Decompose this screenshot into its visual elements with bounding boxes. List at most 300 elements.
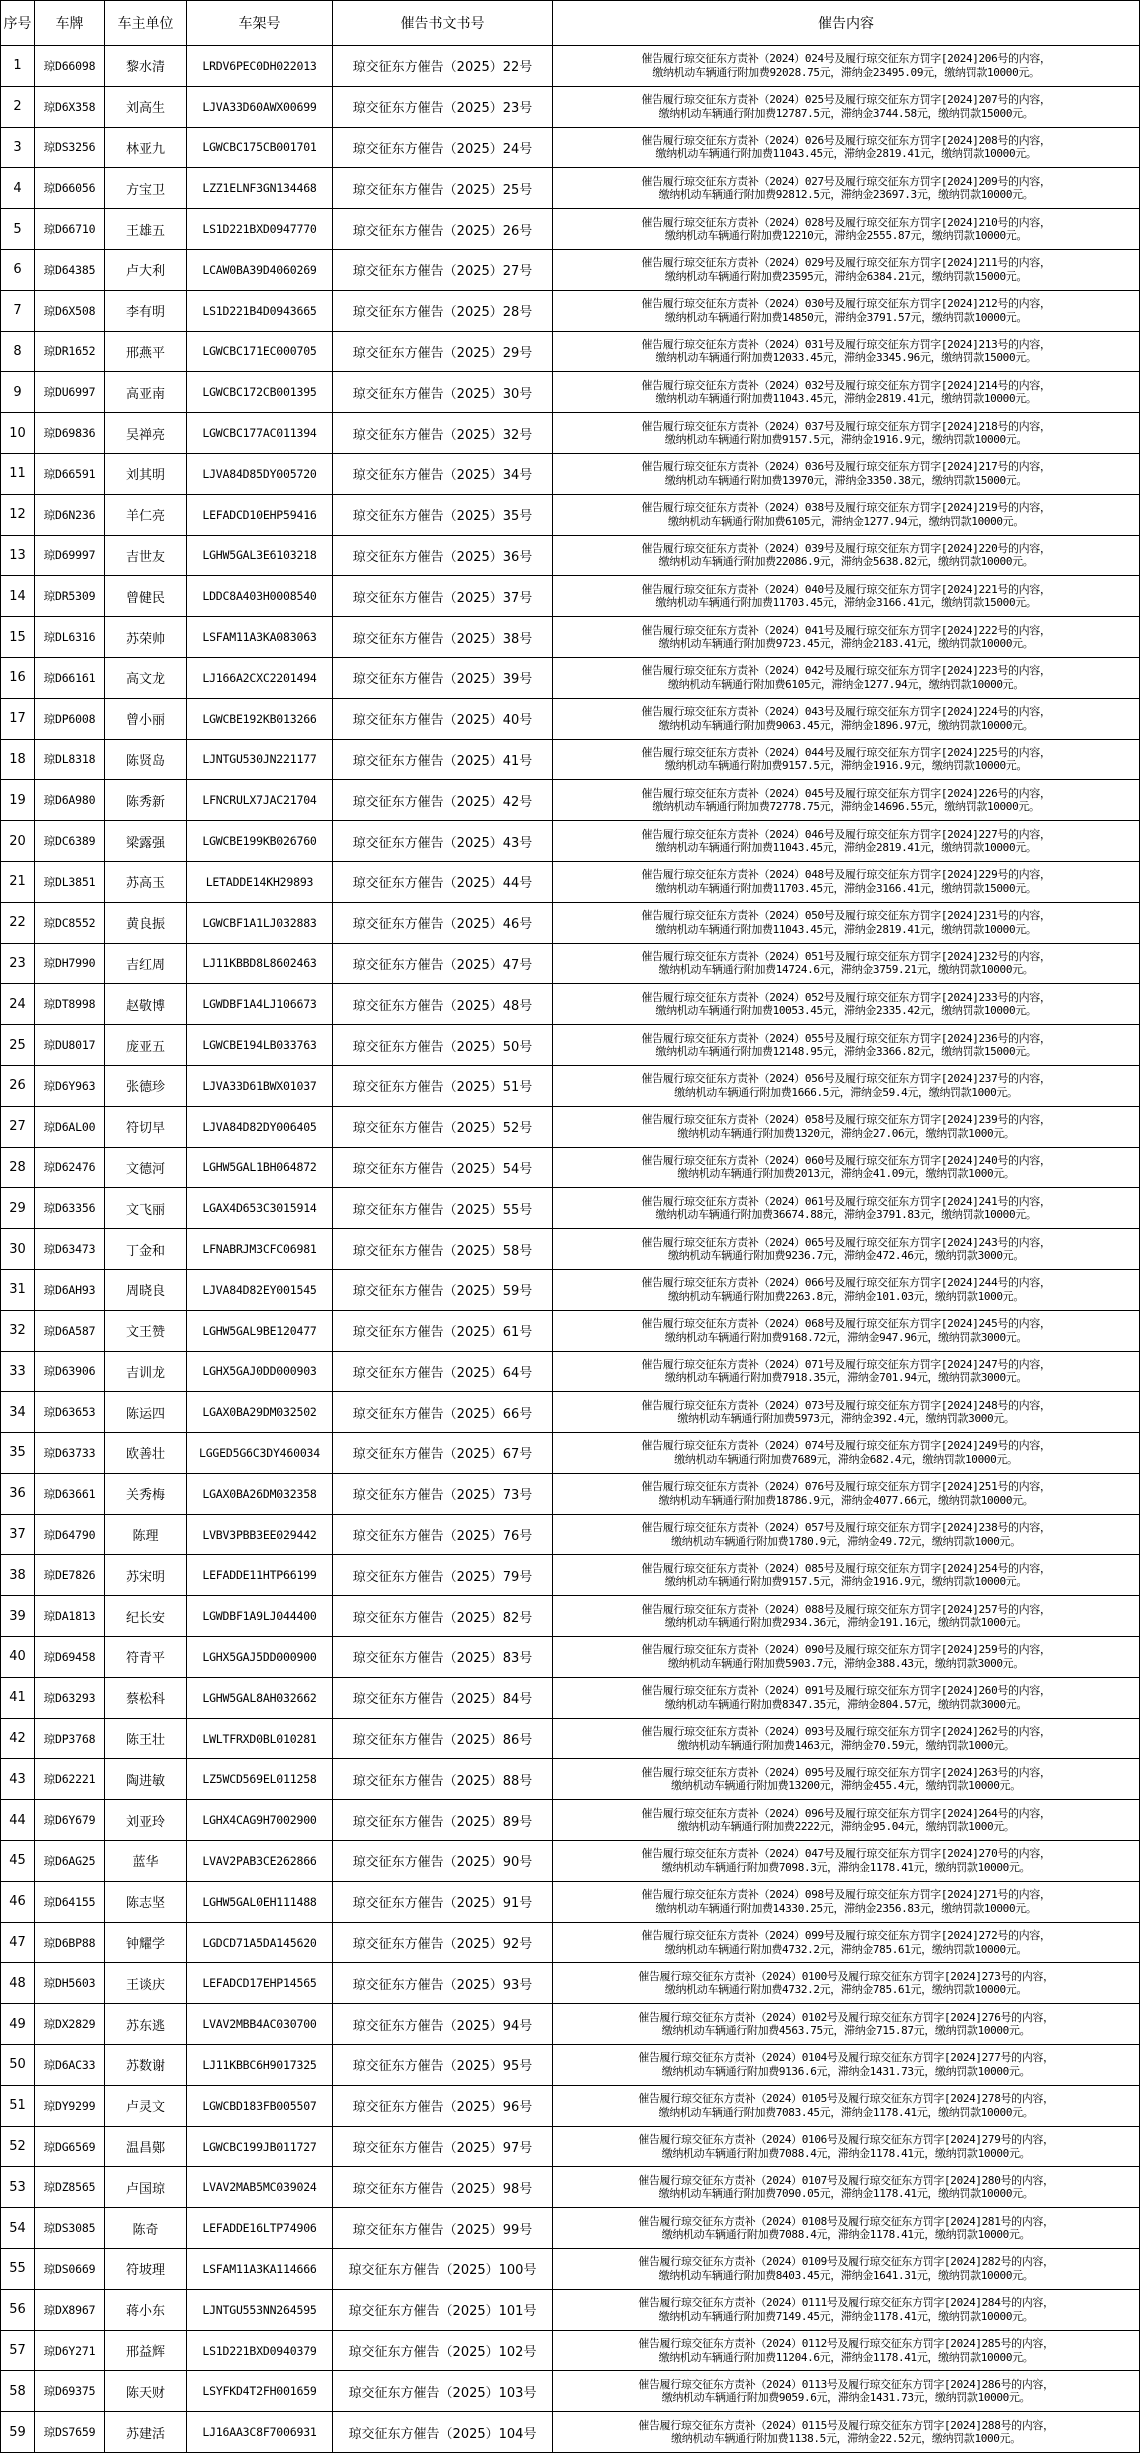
- content-line-2: 缴纳机动车辆通行附加费13200元，滞纳金455.4元，缴纳罚款10000元。: [671, 1779, 1021, 1793]
- vin-cell: LEFADDE11HTP66199: [187, 1555, 333, 1596]
- serial-cell: 15: [1, 617, 35, 658]
- serial-cell: 7: [1, 290, 35, 331]
- content-line-2: 缴纳机动车辆通行附加费14724.6元，滞纳金3759.21元，缴纳罚款10000元。: [658, 963, 1034, 977]
- table-row: [1, 1596, 1140, 1637]
- vin-cell: LGWDBF1A9LJ044400: [187, 1596, 333, 1637]
- doc-number-cell: 琼交征东方催告（2025）43号: [333, 821, 553, 862]
- content-line-1: 催告履行琼交征东方责补（2024）0102号及履行琼交征东方罚字[2024]276号的内容，: [638, 2010, 1054, 2024]
- serial-cell: 56: [1, 2289, 35, 2330]
- content-line-2: 缴纳机动车辆通行附加费4732.2元，滞纳金785.61元，缴纳罚款10000元。: [664, 1942, 1028, 1956]
- content-line-1: 催告履行琼交征东方责补（2024）091号及履行琼交征东方罚字[2024]260号的内容，: [641, 1684, 1051, 1698]
- content-cell: [553, 2249, 1140, 2290]
- content-line-2: 缴纳机动车辆通行附加费9168.72元，滞纳金947.96元，缴纳罚款3000元。: [664, 1330, 1028, 1344]
- content-line-1: 催告履行琼交征东方责补（2024）093号及履行琼交征东方罚字[2024]262号的内容，: [641, 1725, 1051, 1739]
- serial-cell: 39: [1, 1596, 35, 1637]
- doc-number-cell: 琼交征东方催告（2025）25号: [333, 168, 553, 209]
- table-row: [1, 2249, 1140, 2290]
- content-line-2: 缴纳机动车辆通行附加费7918.35元，滞纳金701.94元，缴纳罚款3000元。: [664, 1371, 1028, 1385]
- content-cell: [553, 821, 1140, 862]
- owner-cell: 温昌鄚: [105, 2126, 187, 2167]
- plate-cell: 琼DY9299: [35, 2085, 105, 2126]
- vin-cell: LSFAM11A3KA083063: [187, 617, 333, 658]
- doc-number-cell: 琼交征东方催告（2025）34号: [333, 453, 553, 494]
- owner-cell: 陶进敏: [105, 1759, 187, 1800]
- plate-cell: 琼DH5603: [35, 1963, 105, 2004]
- table-row: [1, 2004, 1140, 2045]
- owner-cell: 符切早: [105, 1106, 187, 1147]
- owner-cell: 曾健民: [105, 576, 187, 617]
- owner-cell: 陈秀新: [105, 780, 187, 821]
- content-line-1: 催告履行琼交征东方责补（2024）044号及履行琼交征东方罚字[2024]225号的内容，: [641, 745, 1051, 759]
- serial-cell: 16: [1, 657, 35, 698]
- doc-number-cell: 琼交征东方催告（2025）27号: [333, 249, 553, 290]
- plate-cell: 琼D63661: [35, 1473, 105, 1514]
- serial-cell: 40: [1, 1637, 35, 1678]
- content-cell: [553, 617, 1140, 658]
- content-line-2: 缴纳机动车辆通行附加费9063.45元，滞纳金1896.97元，缴纳罚款10000元。: [658, 718, 1034, 732]
- doc-number-cell: 琼交征东方催告（2025）35号: [333, 494, 553, 535]
- doc-number-cell: 琼交征东方催告（2025）42号: [333, 780, 553, 821]
- serial-cell: 1: [1, 46, 35, 87]
- content-line-2: 缴纳机动车辆通行附加费14330.25元，滞纳金2356.83元，缴纳罚款10000元。: [655, 1901, 1037, 1915]
- plate-cell: 琼D69997: [35, 535, 105, 576]
- doc-number-cell: 琼交征东方催告（2025）26号: [333, 209, 553, 250]
- plate-cell: 琼DR1652: [35, 331, 105, 372]
- serial-cell: 54: [1, 2208, 35, 2249]
- doc-number-cell: 琼交征东方催告（2025）93号: [333, 1963, 553, 2004]
- doc-number-cell: 琼交征东方催告（2025）48号: [333, 984, 553, 1025]
- vin-cell: LGAX0BA26DM032358: [187, 1473, 333, 1514]
- content-cell: [553, 127, 1140, 168]
- owner-cell: 苏数谢: [105, 2045, 187, 2086]
- vin-cell: LCAW0BA39D4060269: [187, 249, 333, 290]
- serial-cell: 46: [1, 1881, 35, 1922]
- owner-cell: 林亚九: [105, 127, 187, 168]
- content-cell: [553, 1392, 1140, 1433]
- content-cell: [553, 2330, 1140, 2371]
- content-line-1: 催告履行琼交征东方责补（2024）071号及履行琼交征东方罚字[2024]247号的内容，: [641, 1357, 1051, 1371]
- doc-number-cell: 琼交征东方催告（2025）51号: [333, 1065, 553, 1106]
- vin-cell: LFNCRULX7JAC21704: [187, 780, 333, 821]
- serial-cell: 58: [1, 2371, 35, 2412]
- table-row: [1, 2371, 1140, 2412]
- content-cell: [553, 902, 1140, 943]
- owner-cell: 王谈庆: [105, 1963, 187, 2004]
- owner-cell: 庞亚五: [105, 1025, 187, 1066]
- serial-cell: 49: [1, 2004, 35, 2045]
- doc-number-cell: 琼交征东方催告（2025）59号: [333, 1269, 553, 1310]
- plate-cell: 琼DU8017: [35, 1025, 105, 1066]
- content-line-2: 缴纳机动车辆通行附加费36674.88元，滞纳金3791.83元，缴纳罚款10000元。: [655, 1208, 1037, 1222]
- serial-cell: 43: [1, 1759, 35, 1800]
- content-line-1: 催告履行琼交征东方责补（2024）029号及履行琼交征东方罚字[2024]211号的内容，: [641, 256, 1051, 270]
- owner-cell: 文王赞: [105, 1310, 187, 1351]
- serial-cell: 53: [1, 2167, 35, 2208]
- vin-cell: LZ5WCD569EL011258: [187, 1759, 333, 1800]
- table-row: [1, 2208, 1140, 2249]
- owner-cell: 赵敬博: [105, 984, 187, 1025]
- doc-number-cell: 琼交征东方催告（2025）41号: [333, 739, 553, 780]
- table-row: [1, 1188, 1140, 1229]
- plate-cell: 琼D66056: [35, 168, 105, 209]
- header-serial: 序号: [1, 1, 35, 46]
- table-row: [1, 780, 1140, 821]
- table-row: [1, 902, 1140, 943]
- content-line-1: 催告履行琼交征东方责补（2024）0112号及履行琼交征东方罚字[2024]285号的内容，: [638, 2337, 1054, 2351]
- content-cell: [553, 698, 1140, 739]
- content-line-1: 催告履行琼交征东方责补（2024）074号及履行琼交征东方罚字[2024]249号的内容，: [641, 1439, 1051, 1453]
- vin-cell: LGWCBD183FB005507: [187, 2085, 333, 2126]
- doc-number-cell: 琼交征东方催告（2025）91号: [333, 1881, 553, 1922]
- table-row: [1, 2167, 1140, 2208]
- content-cell: [553, 861, 1140, 902]
- serial-cell: 28: [1, 1147, 35, 1188]
- vin-cell: LGHW5GAL9BE120477: [187, 1310, 333, 1351]
- plate-cell: 琼DT8998: [35, 984, 105, 1025]
- plate-cell: 琼D63653: [35, 1392, 105, 1433]
- doc-number-cell: 琼交征东方催告（2025）67号: [333, 1433, 553, 1474]
- content-line-1: 催告履行琼交征东方责补（2024）028号及履行琼交征东方罚字[2024]210号的内容，: [641, 215, 1051, 229]
- doc-number-cell: 琼交征东方催告（2025）55号: [333, 1188, 553, 1229]
- vin-cell: LGGED5G6C3DY460034: [187, 1433, 333, 1474]
- vin-cell: LGHX5GAJ5DD000900: [187, 1637, 333, 1678]
- serial-cell: 59: [1, 2412, 35, 2453]
- content-line-1: 催告履行琼交征东方责补（2024）0109号及履行琼交征东方罚字[2024]282号的内容，: [638, 2255, 1054, 2269]
- content-line-1: 催告履行琼交征东方责补（2024）0106号及履行琼交征东方罚字[2024]279号的内容，: [638, 2133, 1054, 2147]
- content-line-1: 催告履行琼交征东方责补（2024）052号及履行琼交征东方罚字[2024]233号的内容，: [641, 990, 1051, 1004]
- content-line-1: 催告履行琼交征东方责补（2024）039号及履行琼交征东方罚字[2024]220号的内容，: [641, 541, 1051, 555]
- content-cell: [553, 1473, 1140, 1514]
- doc-number-cell: 琼交征东方催告（2025）99号: [333, 2208, 553, 2249]
- owner-cell: 陈志坚: [105, 1881, 187, 1922]
- content-cell: [553, 2126, 1140, 2167]
- doc-number-cell: 琼交征东方催告（2025）84号: [333, 1677, 553, 1718]
- content-cell: [553, 1841, 1140, 1882]
- owner-cell: 丁金和: [105, 1229, 187, 1270]
- table-row: [1, 1433, 1140, 1474]
- content-line-2: 缴纳机动车辆通行附加费1463元，滞纳金70.59元，缴纳罚款1000元。: [677, 1738, 1015, 1752]
- content-line-2: 缴纳机动车辆通行附加费9157.5元，滞纳金1916.9元，缴纳罚款10000元。: [664, 1575, 1028, 1589]
- owner-cell: 欧善壮: [105, 1433, 187, 1474]
- plate-cell: 琼D6A587: [35, 1310, 105, 1351]
- content-line-2: 缴纳机动车辆通行附加费1320元，滞纳金27.06元，缴纳罚款1000元。: [677, 1126, 1015, 1140]
- vin-cell: LVAV2MBB4AC030700: [187, 2004, 333, 2045]
- plate-cell: 琼D6AH93: [35, 1269, 105, 1310]
- owner-cell: 苏高玉: [105, 861, 187, 902]
- content-line-2: 缴纳机动车辆通行附加费14850元，滞纳金3791.57元，缴纳罚款10000元。: [664, 310, 1028, 324]
- owner-cell: 刘高生: [105, 86, 187, 127]
- doc-number-cell: 琼交征东方催告（2025）24号: [333, 127, 553, 168]
- serial-cell: 47: [1, 1922, 35, 1963]
- content-cell: [553, 1433, 1140, 1474]
- table-row: [1, 2126, 1140, 2167]
- vin-cell: LWLTFRXD0BL010281: [187, 1718, 333, 1759]
- doc-number-cell: 琼交征东方催告（2025）36号: [333, 535, 553, 576]
- owner-cell: 卢大利: [105, 249, 187, 290]
- plate-cell: 琼DL6316: [35, 617, 105, 658]
- vin-cell: LSFAM11A3KA114666: [187, 2249, 333, 2290]
- serial-cell: 13: [1, 535, 35, 576]
- content-cell: [553, 1881, 1140, 1922]
- content-line-1: 催告履行琼交征东方责补（2024）065号及履行琼交征东方罚字[2024]243号的内容，: [641, 1235, 1051, 1249]
- table-body: [1, 46, 1140, 2453]
- content-line-1: 催告履行琼交征东方责补（2024）041号及履行琼交征东方罚字[2024]222号的内容，: [641, 623, 1051, 637]
- content-cell: [553, 494, 1140, 535]
- content-line-1: 催告履行琼交征东方责补（2024）057号及履行琼交征东方罚字[2024]238号的内容，: [641, 1521, 1051, 1535]
- content-line-1: 催告履行琼交征东方责补（2024）038号及履行琼交征东方罚字[2024]219号的内容，: [641, 501, 1051, 515]
- doc-number-cell: 琼交征东方催告（2025）23号: [333, 86, 553, 127]
- serial-cell: 12: [1, 494, 35, 535]
- vin-cell: LFNABRJM3CFC06981: [187, 1229, 333, 1270]
- plate-cell: 琼D64155: [35, 1881, 105, 1922]
- table-row: [1, 1473, 1140, 1514]
- serial-cell: 31: [1, 1269, 35, 1310]
- serial-cell: 9: [1, 372, 35, 413]
- vin-cell: LETADDE14KH29893: [187, 861, 333, 902]
- owner-cell: 苏建活: [105, 2412, 187, 2453]
- content-cell: [553, 2208, 1140, 2249]
- vin-cell: LZZ1ELNF3GN134468: [187, 168, 333, 209]
- content-line-1: 催告履行琼交征东方责补（2024）0111号及履行琼交征东方罚字[2024]284号的内容，: [638, 2296, 1054, 2310]
- vin-cell: LJ11KBBC6H9017325: [187, 2045, 333, 2086]
- doc-number-cell: 琼交征东方催告（2025）95号: [333, 2045, 553, 2086]
- plate-cell: 琼DL3851: [35, 861, 105, 902]
- plate-cell: 琼D6AG25: [35, 1841, 105, 1882]
- content-line-1: 催告履行琼交征东方责补（2024）024号及履行琼交征东方罚字[2024]206号的内容，: [641, 52, 1051, 66]
- table-row: [1, 86, 1140, 127]
- doc-number-cell: 琼交征东方催告（2025）103号: [333, 2371, 553, 2412]
- plate-cell: 琼D66591: [35, 453, 105, 494]
- table-row: [1, 1677, 1140, 1718]
- table-row: [1, 1310, 1140, 1351]
- content-cell: [553, 168, 1140, 209]
- table-row: [1, 861, 1140, 902]
- plate-cell: 琼D63733: [35, 1433, 105, 1474]
- vin-cell: LEFADDE16LTP74906: [187, 2208, 333, 2249]
- vin-cell: LGHW5GAL0EH111488: [187, 1881, 333, 1922]
- content-line-2: 缴纳机动车辆通行附加费1666.5元，滞纳金59.4元，缴纳罚款1000元。: [674, 1085, 1018, 1099]
- owner-cell: 卢国琼: [105, 2167, 187, 2208]
- content-cell: [553, 1596, 1140, 1637]
- plate-cell: 琼D6Y963: [35, 1065, 105, 1106]
- content-line-2: 缴纳机动车辆通行附加费4732.2元，滞纳金785.61元，缴纳罚款10000元。: [664, 1983, 1028, 1997]
- table-row: [1, 331, 1140, 372]
- content-line-2: 缴纳机动车辆通行附加费7088.4元，滞纳金1178.41元，缴纳罚款10000元。: [661, 2228, 1031, 2242]
- plate-cell: 琼DS7659: [35, 2412, 105, 2453]
- content-line-1: 催告履行琼交征东方责补（2024）0104号及履行琼交征东方罚字[2024]277号的内容，: [638, 2051, 1054, 2065]
- plate-cell: 琼DH7990: [35, 943, 105, 984]
- table-row: [1, 1718, 1140, 1759]
- doc-number-cell: 琼交征东方催告（2025）79号: [333, 1555, 553, 1596]
- serial-cell: 8: [1, 331, 35, 372]
- content-cell: [553, 1555, 1140, 1596]
- content-line-2: 缴纳机动车辆通行附加费5973元，滞纳金392.4元，缴纳罚款3000元。: [677, 1412, 1015, 1426]
- content-line-1: 催告履行琼交征东方责补（2024）025号及履行琼交征东方罚字[2024]207号的内容，: [641, 93, 1051, 107]
- doc-number-cell: 琼交征东方催告（2025）94号: [333, 2004, 553, 2045]
- content-line-1: 催告履行琼交征东方责补（2024）0105号及履行琼交征东方罚字[2024]278号的内容，: [638, 2092, 1054, 2106]
- serial-cell: 34: [1, 1392, 35, 1433]
- content-cell: [553, 2004, 1140, 2045]
- content-cell: [553, 46, 1140, 87]
- serial-cell: 33: [1, 1351, 35, 1392]
- serial-cell: 23: [1, 943, 35, 984]
- serial-cell: 44: [1, 1800, 35, 1841]
- content-line-2: 缴纳机动车辆通行附加费5903.7元，滞纳金388.43元，缴纳罚款3000元。: [668, 1656, 1024, 1670]
- serial-cell: 35: [1, 1433, 35, 1474]
- plate-cell: 琼DS0669: [35, 2249, 105, 2290]
- content-line-1: 催告履行琼交征东方责补（2024）040号及履行琼交征东方罚字[2024]221号的内容，: [641, 582, 1051, 596]
- serial-cell: 27: [1, 1106, 35, 1147]
- owner-cell: 黄良振: [105, 902, 187, 943]
- doc-number-cell: 琼交征东方催告（2025）83号: [333, 1637, 553, 1678]
- vin-cell: LGWCBC175CB001701: [187, 127, 333, 168]
- content-line-1: 催告履行琼交征东方责补（2024）061号及履行琼交征东方罚字[2024]241号的内容，: [641, 1194, 1051, 1208]
- content-line-1: 催告履行琼交征东方责补（2024）051号及履行琼交征东方罚字[2024]232号的内容，: [641, 949, 1051, 963]
- content-line-2: 缴纳机动车辆通行附加费11703.45元，滞纳金3166.41元，缴纳罚款15000元。: [655, 881, 1037, 895]
- plate-cell: 琼D63473: [35, 1229, 105, 1270]
- header-content: 催告内容: [553, 1, 1140, 46]
- serial-cell: 20: [1, 821, 35, 862]
- table-row: [1, 168, 1140, 209]
- content-line-1: 催告履行琼交征东方责补（2024）0107号及履行琼交征东方罚字[2024]280号的内容，: [638, 2173, 1054, 2187]
- content-line-2: 缴纳机动车辆通行附加费2263.8元，滞纳金101.03元，缴纳罚款1000元。: [668, 1289, 1024, 1303]
- doc-number-cell: 琼交征东方催告（2025）64号: [333, 1351, 553, 1392]
- doc-number-cell: 琼交征东方催告（2025）86号: [333, 1718, 553, 1759]
- plate-cell: 琼D6AC33: [35, 2045, 105, 2086]
- doc-number-cell: 琼交征东方催告（2025）28号: [333, 290, 553, 331]
- table-row: [1, 1759, 1140, 1800]
- doc-number-cell: 琼交征东方催告（2025）96号: [333, 2085, 553, 2126]
- owner-cell: 吉红周: [105, 943, 187, 984]
- vin-cell: LJVA84D85DY005720: [187, 453, 333, 494]
- doc-number-cell: 琼交征东方催告（2025）66号: [333, 1392, 553, 1433]
- serial-cell: 26: [1, 1065, 35, 1106]
- owner-cell: 符坡理: [105, 2249, 187, 2290]
- content-line-2: 缴纳机动车辆通行附加费22086.9元，滞纳金5638.82元，缴纳罚款10000元。: [658, 555, 1034, 569]
- doc-number-cell: 琼交征东方催告（2025）54号: [333, 1147, 553, 1188]
- content-line-1: 催告履行琼交征东方责补（2024）058号及履行琼交征东方罚字[2024]239号的内容，: [641, 1113, 1051, 1127]
- content-line-2: 缴纳机动车辆通行附加费8403.45元，滞纳金1641.31元，缴纳罚款10000元。: [658, 2268, 1034, 2282]
- plate-cell: 琼D66710: [35, 209, 105, 250]
- table-row: [1, 1025, 1140, 1066]
- vin-cell: LJ16AA3C8F7006931: [187, 2412, 333, 2453]
- serial-cell: 25: [1, 1025, 35, 1066]
- serial-cell: 21: [1, 861, 35, 902]
- content-line-2: 缴纳机动车辆通行附加费1780.9元，滞纳金49.72元，缴纳罚款1000元。: [671, 1534, 1021, 1548]
- plate-cell: 琼DX8967: [35, 2289, 105, 2330]
- owner-cell: 卢灵文: [105, 2085, 187, 2126]
- content-cell: [553, 1106, 1140, 1147]
- content-cell: [553, 2167, 1140, 2208]
- plate-cell: 琼DS3256: [35, 127, 105, 168]
- content-line-2: 缴纳机动车辆通行附加费12033.45元，滞纳金3345.96元，缴纳罚款15000元。: [655, 351, 1037, 365]
- content-cell: [553, 943, 1140, 984]
- plate-cell: 琼D66098: [35, 46, 105, 87]
- vin-cell: LJVA84D82EY001545: [187, 1269, 333, 1310]
- content-line-1: 催告履行琼交征东方责补（2024）098号及履行琼交征东方罚字[2024]271号的内容，: [641, 1888, 1051, 1902]
- table-row: [1, 739, 1140, 780]
- owner-cell: 刘亚玲: [105, 1800, 187, 1841]
- vin-cell: LDDC8A403H0008540: [187, 576, 333, 617]
- content-line-2: 缴纳机动车辆通行附加费7090.05元，滞纳金1178.41元，缴纳罚款10000元。: [658, 2187, 1034, 2201]
- doc-number-cell: 琼交征东方催告（2025）102号: [333, 2330, 553, 2371]
- table-row: [1, 657, 1140, 698]
- serial-cell: 51: [1, 2085, 35, 2126]
- table-row: [1, 1514, 1140, 1555]
- content-line-2: 缴纳机动车辆通行附加费6105元，滞纳金1277.94元，缴纳罚款10000元。: [668, 514, 1024, 528]
- owner-cell: 陈贤岛: [105, 739, 187, 780]
- doc-number-cell: 琼交征东方催告（2025）76号: [333, 1514, 553, 1555]
- content-line-2: 缴纳机动车辆通行附加费11703.45元，滞纳金3166.41元，缴纳罚款15000元。: [655, 596, 1037, 610]
- plate-cell: 琼D69375: [35, 2371, 105, 2412]
- vin-cell: LJ11KBBD8L8602463: [187, 943, 333, 984]
- content-cell: [553, 2371, 1140, 2412]
- owner-cell: 方宝卫: [105, 168, 187, 209]
- doc-number-cell: 琼交征东方催告（2025）90号: [333, 1841, 553, 1882]
- doc-number-cell: 琼交征东方催告（2025）73号: [333, 1473, 553, 1514]
- owner-cell: 蓝华: [105, 1841, 187, 1882]
- content-cell: [553, 535, 1140, 576]
- table-row: [1, 290, 1140, 331]
- table-row: [1, 1922, 1140, 1963]
- owner-cell: 苏宋明: [105, 1555, 187, 1596]
- owner-cell: 吴禅亮: [105, 413, 187, 454]
- content-cell: [553, 1025, 1140, 1066]
- header-plate: 车牌: [35, 1, 105, 46]
- owner-cell: 纪长安: [105, 1596, 187, 1637]
- content-line-1: 催告履行琼交征东方责补（2024）030号及履行琼交征东方罚字[2024]212号的内容，: [641, 297, 1051, 311]
- plate-cell: 琼D66161: [35, 657, 105, 698]
- plate-cell: 琼D69836: [35, 413, 105, 454]
- table-row: [1, 576, 1140, 617]
- content-line-2: 缴纳机动车辆通行附加费2013元，滞纳金41.09元，缴纳罚款1000元。: [677, 1167, 1015, 1181]
- content-cell: [553, 1065, 1140, 1106]
- content-line-2: 缴纳机动车辆通行附加费92028.75元，滞纳金23495.09元，缴纳罚款10000元。: [652, 65, 1040, 79]
- content-line-2: 缴纳机动车辆通行附加费9157.5元，滞纳金1916.9元，缴纳罚款10000元。: [664, 433, 1028, 447]
- owner-cell: 张德珍: [105, 1065, 187, 1106]
- content-cell: [553, 657, 1140, 698]
- owner-cell: 蔡松科: [105, 1677, 187, 1718]
- doc-number-cell: 琼交征东方催告（2025）88号: [333, 1759, 553, 1800]
- plate-cell: 琼DL8318: [35, 739, 105, 780]
- serial-cell: 5: [1, 209, 35, 250]
- table-row: [1, 1229, 1140, 1270]
- doc-number-cell: 琼交征东方催告（2025）58号: [333, 1229, 553, 1270]
- doc-number-cell: 琼交征东方催告（2025）104号: [333, 2412, 553, 2453]
- doc-number-cell: 琼交征东方催告（2025）89号: [333, 1800, 553, 1841]
- serial-cell: 17: [1, 698, 35, 739]
- serial-cell: 2: [1, 86, 35, 127]
- content-cell: [553, 249, 1140, 290]
- content-line-1: 催告履行琼交征东方责补（2024）068号及履行琼交征东方罚字[2024]245号的内容，: [641, 1317, 1051, 1331]
- content-line-2: 缴纳机动车辆通行附加费11043.45元，滞纳金2819.41元，缴纳罚款10000元。: [655, 147, 1037, 161]
- plate-cell: 琼DC6389: [35, 821, 105, 862]
- content-line-2: 缴纳机动车辆通行附加费9059.6元，滞纳金1431.73元，缴纳罚款10000元。: [661, 2391, 1031, 2405]
- content-line-2: 缴纳机动车辆通行附加费7098.3元，滞纳金1178.41元，缴纳罚款10000元。: [661, 1860, 1031, 1874]
- serial-cell: 18: [1, 739, 35, 780]
- vin-cell: LGWCBC172CB001395: [187, 372, 333, 413]
- content-line-1: 催告履行琼交征东方责补（2024）0115号及履行琼交征东方罚字[2024]288号的内容，: [638, 2418, 1054, 2432]
- content-line-2: 缴纳机动车辆通行附加费11043.45元，滞纳金2819.41元，缴纳罚款10000元。: [655, 922, 1037, 936]
- plate-cell: 琼D6AL00: [35, 1106, 105, 1147]
- serial-cell: 38: [1, 1555, 35, 1596]
- content-line-2: 缴纳机动车辆通行附加费11043.45元，滞纳金2819.41元，缴纳罚款10000元。: [655, 392, 1037, 406]
- plate-cell: 琼DP3768: [35, 1718, 105, 1759]
- table-row: [1, 617, 1140, 658]
- owner-cell: 陈运四: [105, 1392, 187, 1433]
- content-line-1: 催告履行琼交征东方责补（2024）060号及履行琼交征东方罚字[2024]240号的内容，: [641, 1153, 1051, 1167]
- content-cell: [553, 453, 1140, 494]
